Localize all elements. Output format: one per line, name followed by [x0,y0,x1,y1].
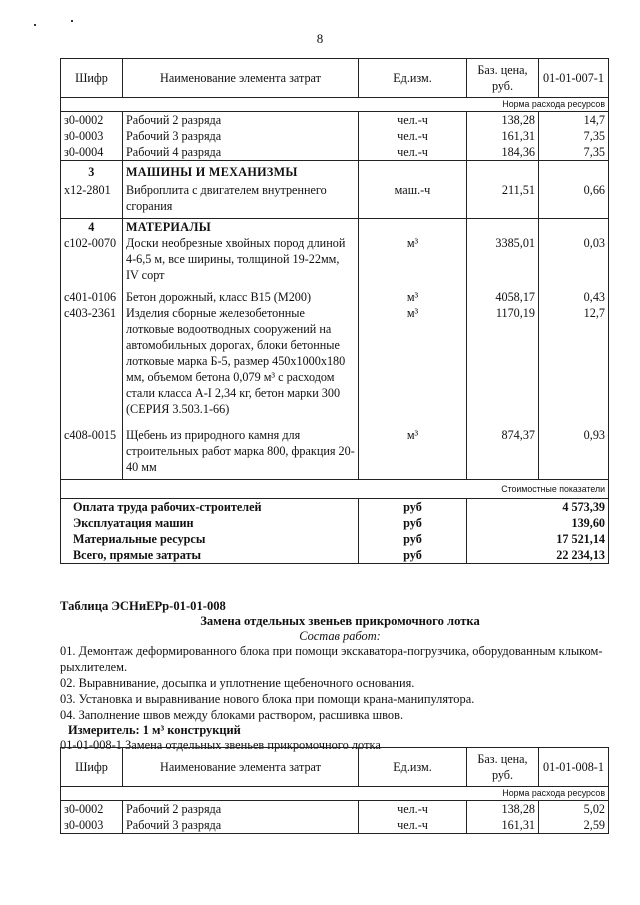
work-step: 03. Установка и выравнивание нового блока при помощи крана-манипулятора. [60,692,475,706]
row-price: 874,37 [467,427,539,480]
section-title: МАШИНЫ И МЕХАНИЗМЫ [123,161,359,181]
row-price: 3385,01 [467,235,539,289]
total-unit: руб [359,531,467,547]
resource-table-2 [60,747,609,834]
header-norm-code: 01-01-008-1 [539,748,609,787]
row-norm: 2,59 [539,817,609,834]
row-unit: маш.-ч [359,180,467,219]
total-unit: руб [359,515,467,531]
work-step: 02. Выравнивание, досыпка и уплотнение щебеночного основания. [60,676,415,690]
header-name: Наименование элемента затрат [123,748,359,787]
row-code: з0-0002 [61,801,123,818]
row-norm: 0,03 [539,235,609,289]
item-line: 01-01-008-1 Замена отдельных звеньев прикромочного лотка [60,738,381,752]
row-code: с102-0070 [61,235,123,289]
section-heading-materials [61,219,609,236]
header-code: Шифр [61,748,123,787]
total-row [61,515,609,531]
row-unit: чел.-ч [359,817,467,834]
section-title: МАТЕРИАЛЫ [123,219,359,236]
table-title: Таблица ЭСНиЕРр-01-01-008 [60,599,226,613]
total-label: Материальные ресурсы [61,531,359,547]
table-row [61,305,609,427]
row-name: Рабочий 3 разряда [123,128,359,144]
header-name: Наименование элемента затрат [123,59,359,98]
table-row [61,112,609,129]
row-price: 1170,19 [467,305,539,427]
total-label: Эксплуатация машин [61,515,359,531]
table-row [61,235,609,289]
table-row [61,817,609,834]
measure-unit: Измеритель: 1 м³ конструкций [68,723,241,737]
cost-label: Стоимостные показатели [61,480,609,499]
total-row [61,531,609,547]
row-norm: 5,02 [539,801,609,818]
total-value: 17 521,14 [467,531,609,547]
row-unit: м³ [359,289,467,305]
row-price: 161,31 [467,128,539,144]
row-norm: 7,35 [539,144,609,161]
total-unit: руб [359,547,467,564]
row-name: Виброплита с двигателем внутреннего сгорания [123,180,359,219]
table-row [61,180,609,219]
row-unit: чел.-ч [359,128,467,144]
section-number: 4 [61,219,123,236]
total-value: 22 234,13 [467,547,609,564]
table-subtitle: Замена отдельных звеньев прикромочного лотка [200,614,480,628]
row-code: х12-2801 [61,180,123,219]
row-unit: м³ [359,427,467,480]
scan-speck [71,20,73,22]
norm-label: Норма расхода ресурсов [61,787,609,801]
table-row [61,801,609,818]
row-code: с408-0015 [61,427,123,480]
row-unit: м³ [359,235,467,289]
row-code: с401-0106 [61,289,123,305]
header-price: Баз. цена, руб. [467,748,539,787]
row-price: 138,28 [467,112,539,129]
row-unit: чел.-ч [359,112,467,129]
row-code: з0-0003 [61,817,123,834]
row-price: 184,36 [467,144,539,161]
section-number: 3 [61,161,123,181]
row-norm: 0,93 [539,427,609,480]
row-code: з0-0004 [61,144,123,161]
table-header [61,59,609,98]
row-name: Доски необрезные хвойных пород длиной 4-6,5 м, все ширины, толщиной 19-22мм, IV сорт [123,235,359,289]
row-unit: чел.-ч [359,144,467,161]
row-norm: 0,43 [539,289,609,305]
composition-label: Состав работ: [299,629,381,643]
total-label: Оплата труда рабочих-строителей [61,499,359,516]
row-code: з0-0002 [61,112,123,129]
header-code: Шифр [61,59,123,98]
row-price: 161,31 [467,817,539,834]
section-heading-machines [61,161,609,181]
row-price: 211,51 [467,180,539,219]
resource-table-1 [60,58,609,564]
total-label: Всего, прямые затраты [61,547,359,564]
row-name: Щебень из природного камня для строительных работ марка 800, фракция 20-40 мм [123,427,359,480]
page-number: 8 [316,31,324,46]
row-norm: 7,35 [539,128,609,144]
table-row [61,128,609,144]
row-unit: чел.-ч [359,801,467,818]
total-unit: руб [359,499,467,516]
work-step: 04. Заполнение швов между блоками раствором, расшивка швов. [60,708,404,722]
table-header [61,748,609,787]
work-step: 01. Демонтаж деформированного блока при помощи экскаватора-погрузчика, оборудованным клыком-рыхлителем. [60,644,603,674]
row-name: Рабочий 2 разряда [123,112,359,129]
scan-speck [34,24,36,26]
row-norm: 0,66 [539,180,609,219]
table-row [61,289,609,305]
row-unit: м³ [359,305,467,427]
header-price: Баз. цена, руб. [467,59,539,98]
total-value: 4 573,39 [467,499,609,516]
total-value: 139,60 [467,515,609,531]
row-name: Бетон дорожный, класс В15 (М200) [123,289,359,305]
row-name: Рабочий 3 разряда [123,817,359,834]
header-unit: Ед.изм. [359,748,467,787]
header-norm-code: 01-01-007-1 [539,59,609,98]
row-code: с403-2361 [61,305,123,427]
norm-label: Норма расхода ресурсов [61,98,609,112]
row-name: Рабочий 2 разряда [123,801,359,818]
row-norm: 12,7 [539,305,609,427]
row-name: Изделия сборные железобетонные лотковые водоотводных сооружений на автомобильных дорогах, блоки бетонные лотковые марка Б-5, размер 450х1000х180 мм, объемом бетона 0,079 м³ с расходом стали класса А-I 2,34 кг, бетон марки 300 (СЕРИЯ 3.503.1-66) [123,305,359,427]
row-code: з0-0003 [61,128,123,144]
row-name: Рабочий 4 разряда [123,144,359,161]
header-unit: Ед.изм. [359,59,467,98]
row-norm: 14,7 [539,112,609,129]
total-row [61,547,609,564]
row-price: 4058,17 [467,289,539,305]
row-price: 138,28 [467,801,539,818]
table-row [61,427,609,480]
total-row [61,499,609,516]
table-row [61,144,609,161]
